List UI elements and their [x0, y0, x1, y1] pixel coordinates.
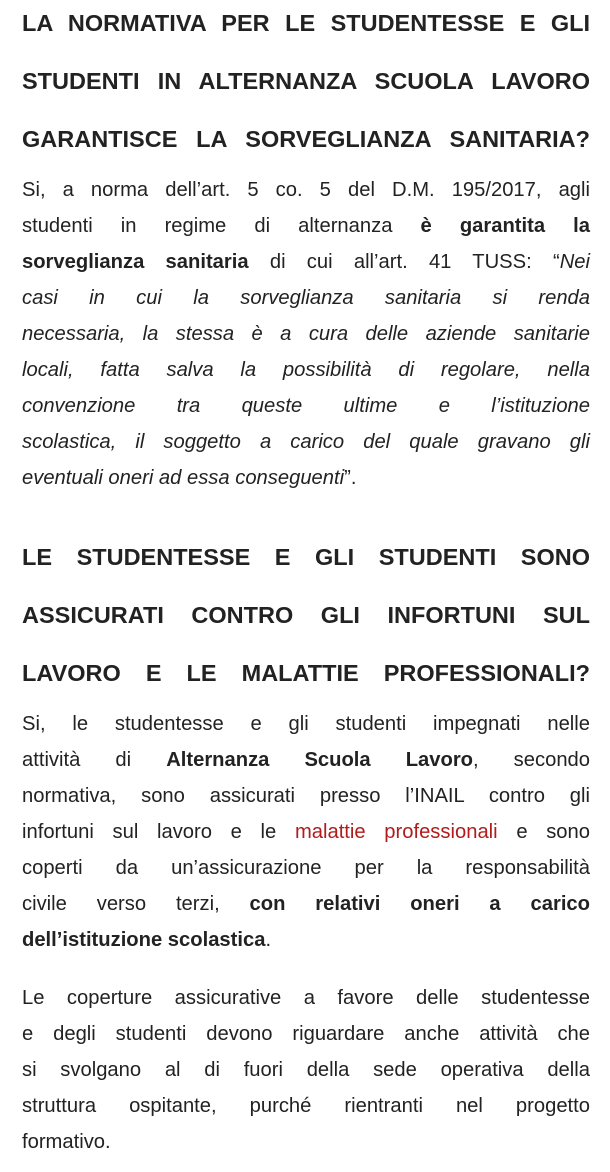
text-run: studenti in regime di alternanza — [22, 215, 421, 237]
text-line — [22, 850, 590, 886]
text-run: Si, le studentesse e gli studenti impegnati nelle — [22, 713, 590, 735]
text-run: struttura ospitante, purché rientranti nel progetto — [22, 1095, 590, 1117]
italic-text: locali, fatta salva la possibilità di regolare, nella — [22, 359, 590, 381]
text-line — [22, 460, 590, 496]
text-run: e degli studenti devono riguardare anche attività che — [22, 1023, 590, 1045]
text-line — [22, 778, 590, 814]
text-line — [22, 316, 590, 352]
text-run: ”. — [344, 467, 357, 489]
text-line — [22, 814, 590, 850]
italic-text: casi in cui la sorveglianza sanitaria si renda — [22, 287, 590, 309]
text-line — [22, 244, 590, 280]
text-run: , secondo — [473, 749, 591, 771]
malattie-professionali-link[interactable]: malattie professionali — [294, 821, 498, 843]
text-line — [22, 980, 590, 1016]
italic-text: convenzione tra queste ultime e l’istituzione — [22, 395, 590, 417]
heading-line: ASSICURATI CONTRO GLI INFORTUNI SUL — [22, 602, 590, 628]
italic-text: necessaria, la stessa è a cura delle aziende sanitarie — [22, 323, 590, 345]
bold-text: con relativi oneri a carico — [249, 893, 590, 915]
faq-heading-health-surveillance — [22, 0, 590, 168]
text-run: e sono — [497, 821, 590, 843]
text-run: attività di — [22, 749, 167, 771]
text-line — [22, 1124, 590, 1160]
text-run: . — [265, 929, 272, 951]
answer-paragraph-health-surveillance — [22, 172, 590, 496]
answer-paragraph-insurance — [22, 706, 590, 958]
text-line — [22, 922, 590, 958]
text-line — [22, 352, 590, 388]
text-run: si svolgano al di fuori della sede operativa della — [22, 1059, 590, 1081]
text-line — [22, 172, 590, 208]
text-line — [22, 208, 590, 244]
text-run: infortuni sul lavoro e le — [22, 821, 295, 843]
text-line — [22, 706, 590, 742]
bold-text: dell’istituzione scolastica — [22, 929, 266, 951]
heading-line: GARANTISCE LA SORVEGLIANZA SANITARIA? — [22, 126, 590, 152]
coverage-paragraph — [22, 980, 590, 1160]
text-line — [22, 742, 590, 778]
italic-text: Nei — [559, 251, 590, 273]
bold-text: Alternanza Scuola Lavoro — [166, 749, 474, 771]
text-line — [22, 424, 590, 460]
text-line — [22, 1016, 590, 1052]
text-line — [22, 280, 590, 316]
text-run: Si, a norma dell’art. 5 co. 5 del D.M. 195/2017, agli — [22, 179, 590, 201]
text-line — [22, 886, 590, 922]
bold-text: è garantita la — [420, 215, 590, 237]
text-run: normativa, sono assicurati presso l’INAIL contro gli — [22, 785, 590, 807]
heading-line: STUDENTI IN ALTERNANZA SCUOLA LAVORO — [22, 68, 590, 94]
heading-line: LAVORO E LE MALATTIE PROFESSIONALI? — [22, 660, 590, 686]
heading-line: LA NORMATIVA PER LE STUDENTESSE E GLI — [22, 10, 590, 36]
text-run: formativo. — [22, 1131, 111, 1153]
faq-heading-insurance — [22, 528, 590, 702]
heading-line: LE STUDENTESSE E GLI STUDENTI SONO — [22, 544, 590, 570]
italic-text: scolastica, il soggetto a carico del quale gravano gli — [22, 431, 590, 453]
text-run: di cui all’art. 41 TUSS: “ — [248, 251, 560, 273]
text-run: Le coperture assicurative a favore delle studentesse — [22, 987, 590, 1009]
text-line — [22, 388, 590, 424]
text-run: coperti da un’assicurazione per la responsabilità — [22, 857, 590, 879]
text-line — [22, 1052, 590, 1088]
text-line — [22, 1088, 590, 1124]
bold-text: sorveglianza sanitaria — [22, 251, 249, 273]
text-run: civile verso terzi, — [22, 893, 250, 915]
italic-text: eventuali oneri ad essa conseguenti — [22, 467, 345, 489]
